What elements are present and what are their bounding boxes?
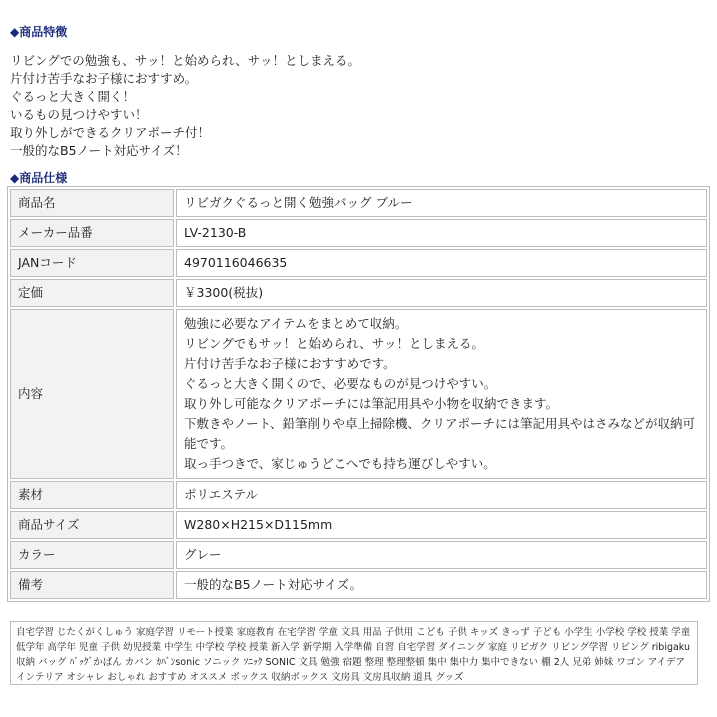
spec-value: ￥3300(税抜) <box>176 279 707 307</box>
spec-row-product-name <box>10 189 707 217</box>
spec-value: LV-2130-B <box>176 219 707 247</box>
spec-label: カラー <box>10 541 174 569</box>
spec-row-price <box>10 279 707 307</box>
spec-label: 素材 <box>10 481 174 509</box>
feature-line: 片付け苦手なお子様におすすめ。 <box>10 71 198 86</box>
specs-heading: ◆商品仕様 <box>10 171 68 185</box>
spec-value-contents <box>176 309 707 479</box>
contents-line: 勉強に必要なアイテムをまとめて収納。 <box>184 316 408 331</box>
spec-row-contents <box>10 309 707 479</box>
contents-line: 取っ手つきで、家じゅうどこへでも持ち運びしやすい。 <box>184 456 496 471</box>
spec-value: 一般的なB5ノート対応サイズ。 <box>176 571 707 599</box>
contents-line: ぐるっと大きく開くので、必要なものが見つけやすい。 <box>184 376 497 391</box>
spec-label: 備考 <box>10 571 174 599</box>
features-heading: ◆商品特徴 <box>10 25 68 39</box>
keywords-box: 自宅学習 じたくがくしゅう 家庭学習 リモート授業 家庭教育 在宅学習 学童 文具 用品 子供用 こども 子供 キッズ きっず 子ども 小学生 小学校 学校 授業 学童 低学年 高学年 児童 子供 幼児授業 中学生 中学校 学校 授業 新入学 新学期 入学準備 自習 自宅学習 ダイニング 家庭 リビガク リビング学習 リビング ribigaku 収納 バッグ ﾊﾞｯｸﾞかばん カバン ｶﾊﾞﾝsonic ソニック ｿﾆｯｸ SONIC 文具 勉強 宿題 整理 整理整頓 集中 集中力 集中できない 棚 2人 兄弟 姉妹 ワゴン アイデア インテリア オシャレ おしゃれ おすすめ オススメ ボックス 収納ボックス 文房具 文房具収納 道具 グッズ <box>10 621 698 685</box>
spec-value: W280×H215×D115mm <box>176 511 707 539</box>
spec-value: 4970116046635 <box>176 249 707 277</box>
spec-row-maker-number <box>10 219 707 247</box>
contents-line: リビングでもサッ！と始められ、サッ！としまえる。 <box>184 336 485 351</box>
spec-row-jan-code <box>10 249 707 277</box>
feature-line: いるもの見つけやすい！ <box>10 107 148 122</box>
contents-line: 取り外し可能なクリアポーチには筆記用具や小物を収納できます。 <box>184 396 559 411</box>
spec-value: ポリエステル <box>176 481 707 509</box>
spec-label: 内容 <box>10 309 174 479</box>
spec-label: メーカー品番 <box>10 219 174 247</box>
spec-label: 商品名 <box>10 189 174 217</box>
spec-label: JANコード <box>10 249 174 277</box>
spec-value: リビガクぐるっと開く勉強バッグ ブルー <box>176 189 707 217</box>
contents-line: 片付け苦手なお子様におすすめです。 <box>184 356 396 371</box>
features-list <box>10 52 700 160</box>
contents-line: 下敷きやノート、鉛筆削りや卓上掃除機、クリアポーチには筆記用具やはさみなどが収納可能です。 <box>184 416 696 451</box>
spec-label: 商品サイズ <box>10 511 174 539</box>
spec-value: グレー <box>176 541 707 569</box>
feature-line: 一般的なB5ノート対応サイズ！ <box>10 143 188 158</box>
spec-row-material <box>10 481 707 509</box>
spec-row-size <box>10 511 707 539</box>
feature-line: リビングでの勉強も、サッ！と始められ、サッ！としまえる。 <box>10 53 361 68</box>
feature-line: ぐるっと大きく開く！ <box>10 89 136 104</box>
spec-row-color <box>10 541 707 569</box>
feature-line: 取り外しができるクリアポーチ付！ <box>10 125 211 140</box>
spec-label: 定価 <box>10 279 174 307</box>
spec-table <box>7 186 710 602</box>
spec-row-notes <box>10 571 707 599</box>
